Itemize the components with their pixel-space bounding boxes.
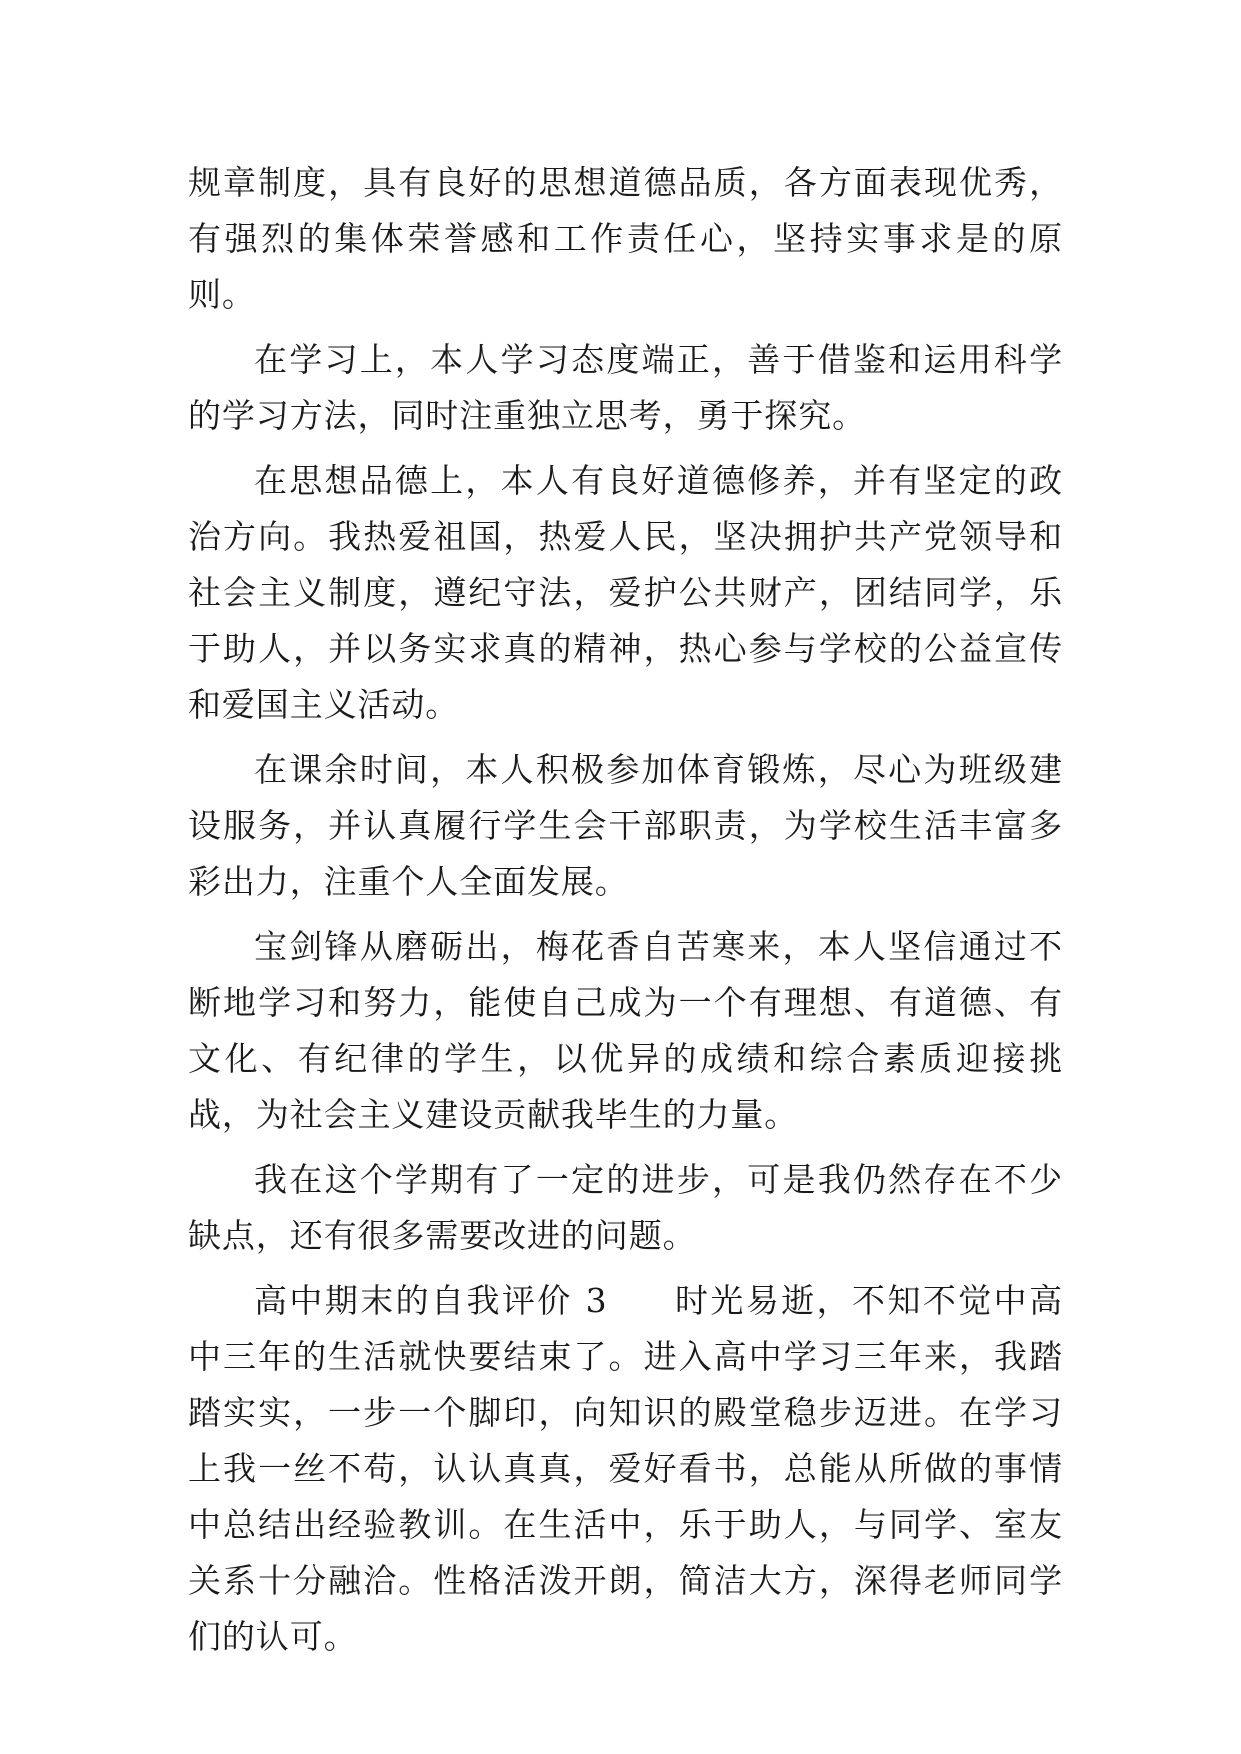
paragraph-aspiration: 宝剑锋从磨砺出，梅花香自苦寒来，本人坚信通过不断地学习和努力，能使自己成为一个有理想、有道德、有文化、有纪律的学生，以优异的成绩和综合素质迎接挑战，为社会主义建设贡献我毕生的力量。 xyxy=(188,927,1063,1134)
document-body xyxy=(188,155,1063,1674)
section-heading: 高中期末的自我评价 3 xyxy=(254,1281,608,1320)
section-text: 时光易逝，不知不觉中高中三年的生活就快要结束了。进入高中学习三年来，我踏踏实实，一步一个脚印，向知识的殿堂稳步迈进。在学习上我一丝不苟，认认真真，爱好看书，总能从所做的事情中总结出经验教训。在生活中，乐于助人，与同学、室友关系十分融洽。性格活泼开朗，简洁大方，深得老师同学们的认可。 xyxy=(188,1281,1063,1656)
paragraph-shortcomings: 我在这个学期有了一定的进步，可是我仍然存在不少缺点，还有很多需要改进的问题。 xyxy=(188,1160,1063,1255)
paragraph-extracurricular: 在课余时间，本人积极参加体育锻炼，尽心为班级建设服务，并认真履行学生会干部职责，为学校生活丰富多彩出力，注重个人全面发展。 xyxy=(188,750,1063,901)
paragraph-continuation: 规章制度，具有良好的思想道德品质，各方面表现优秀，有强烈的集体荣誉感和工作责任心，坚持实事求是的原则。 xyxy=(188,163,1063,314)
paragraph-study: 在学习上，本人学习态度端正，善于借鉴和运用科学的学习方法，同时注重独立思考，勇于探究。 xyxy=(188,340,1063,435)
paragraph-section-3 xyxy=(188,1273,1063,1665)
paragraph-moral: 在思想品德上，本人有良好道德修养，并有坚定的政治方向。我热爱祖国，热爱人民，坚决拥护共产党领导和社会主义制度，遵纪守法，爱护公共财产，团结同学，乐于助人，并以务实求真的精神，热心参与学校的公益宣传和爱国主义活动。 xyxy=(188,461,1063,724)
